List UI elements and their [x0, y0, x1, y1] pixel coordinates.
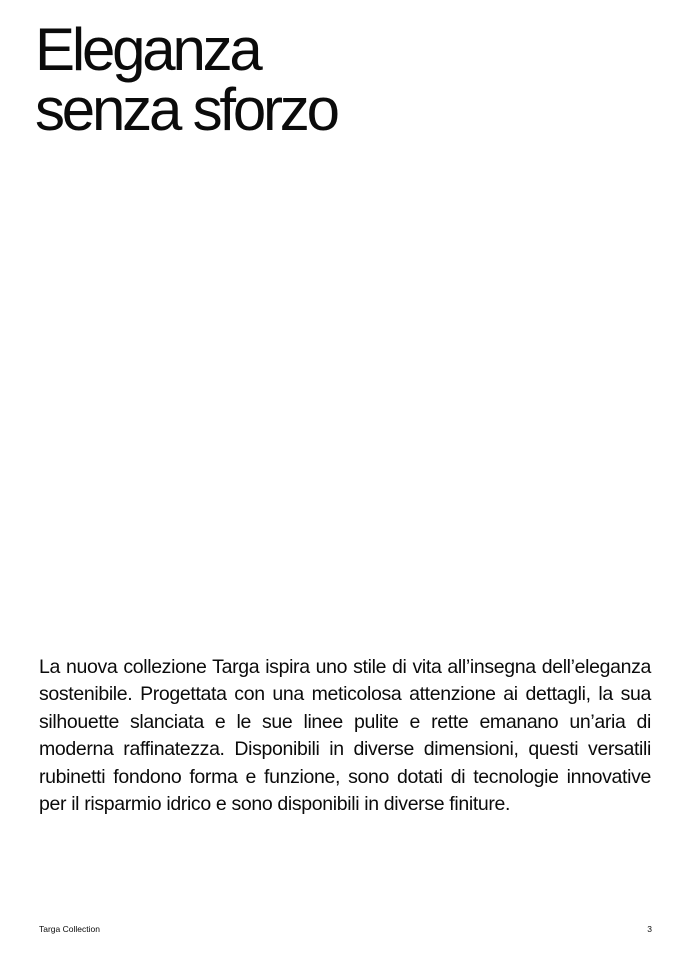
page-title-line-2: senza sforzo [35, 76, 337, 143]
page-title-line-1: Eleganza [35, 16, 260, 83]
page-number: 3 [647, 924, 652, 934]
footer-collection-name: Targa Collection [39, 924, 100, 934]
page-title [35, 16, 337, 143]
description-paragraph: La nuova collezione Targa ispira uno stile di vita all’insegna dell’eleganza sostenibile. Progettata con una meticolosa attenzione ai dettagli, la sua silhouette slanciata e le sue linee pulite e rette emanano un’aria di moderna raffinatezza. Disponibili in diverse dimensioni, questi versatili rubinetti fondono forma e funzione, sono dotati di tecnologie innovative per il risparmio idrico e sono disponibili in diverse finiture. [39, 656, 651, 816]
